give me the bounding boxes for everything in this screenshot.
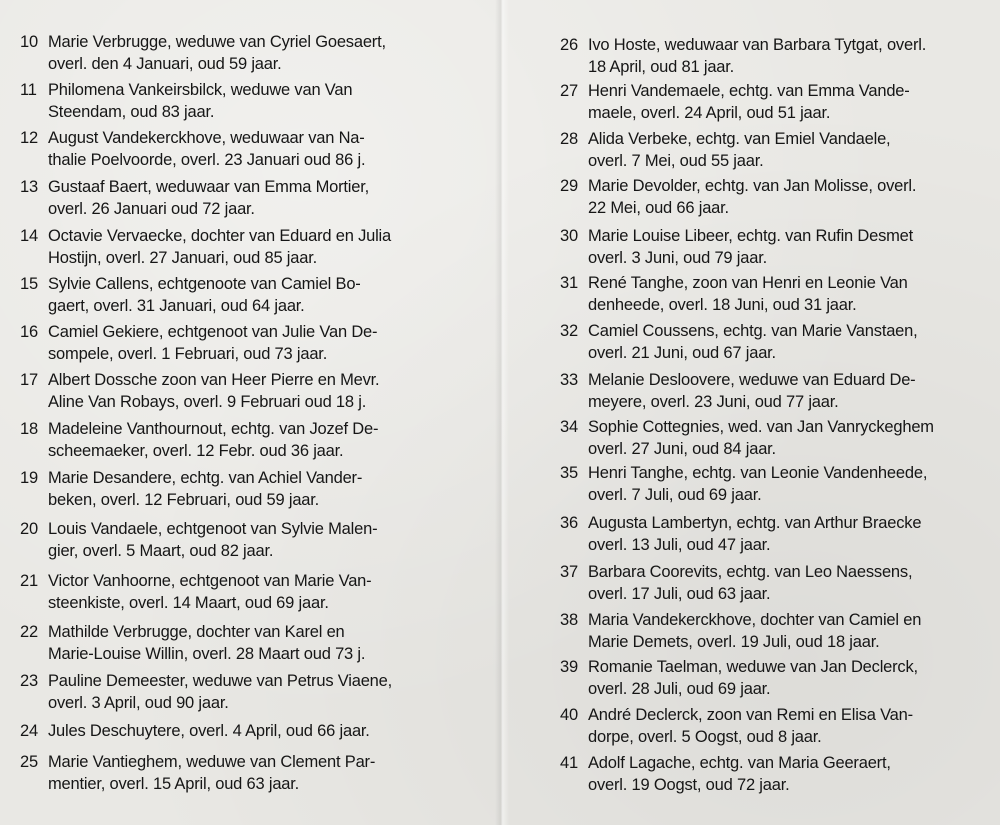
entry-line-2: overl. 28 Juli, oud 69 jaar.	[588, 680, 771, 698]
entry-number: 13	[20, 178, 38, 196]
entry-line-1: Barbara Coorevits, echtg. van Leo Naessens,	[588, 563, 913, 581]
entry-line-1: Marie Vantieghem, weduwe van Clement Par-	[48, 753, 376, 771]
entry-number: 33	[560, 371, 578, 389]
entry-line-2: overl. 17 Juli, oud 63 jaar.	[588, 585, 771, 603]
entry-line-2: gier, overl. 5 Maart, oud 82 jaar.	[48, 542, 274, 560]
entry-line-2: Aline Van Robays, overl. 9 Februari oud 18 j.	[48, 393, 367, 411]
entry-line-1: Henri Vandemaele, echtg. van Emma Vande-	[588, 82, 910, 100]
entry-line-2: overl. 13 Juli, oud 47 jaar.	[588, 536, 771, 554]
entry-line-2: overl. 26 Januari oud 72 jaar.	[48, 200, 255, 218]
entry-line-1: Mathilde Verbrugge, dochter van Karel en	[48, 623, 345, 641]
entry-line-1: August Vandekerckhove, weduwaar van Na-	[48, 129, 365, 147]
entry-line-2: Marie Demets, overl. 19 Juli, oud 18 jaar.	[588, 633, 880, 651]
entry-line-2: steenkiste, overl. 14 Maart, oud 69 jaar.	[48, 594, 329, 612]
entry-line-2: sompele, overl. 1 Februari, oud 73 jaar.	[48, 345, 328, 363]
entry-line-2: scheemaeker, overl. 12 Febr. oud 36 jaar.	[48, 442, 344, 460]
entry-line-2: overl. 3 April, oud 90 jaar.	[48, 694, 229, 712]
entry-line-1: Adolf Lagache, echtg. van Maria Geeraert,	[588, 754, 891, 772]
entry-number: 41	[560, 754, 578, 772]
entry-line-1: Melanie Desloovere, weduwe van Eduard De-	[588, 371, 916, 389]
entry-line-1: Marie Verbrugge, weduwe van Cyriel Goesaert,	[48, 33, 386, 51]
entry-number: 14	[20, 227, 38, 245]
entry-line-1: Louis Vandaele, echtgenoot van Sylvie Malen-	[48, 520, 378, 538]
entry-number: 22	[20, 623, 38, 641]
entry-number: 24	[20, 722, 38, 740]
entry-number: 17	[20, 371, 38, 389]
entry-line-1: Pauline Demeester, weduwe van Petrus Viaene,	[48, 672, 393, 690]
entry-line-1: André Declerck, zoon van Remi en Elisa Van-	[588, 706, 913, 724]
entry-line-1: Victor Vanhoorne, echtgenoot van Marie Van-	[48, 572, 372, 590]
entry-line-1: Maria Vandekerckhove, dochter van Camiel en	[588, 611, 922, 629]
entry-line-1: Sophie Cottegnies, wed. van Jan Vanryckeghem	[588, 418, 934, 436]
entry-line-1: Marie Louise Libeer, echtg. van Rufin Desmet	[588, 227, 914, 245]
entry-number: 36	[560, 514, 578, 532]
entry-line-1: Sylvie Callens, echtgenoote van Camiel Bo-	[48, 275, 361, 293]
entry-number: 34	[560, 418, 578, 436]
entry-line-2: dorpe, overl. 5 Oogst, oud 8 jaar.	[588, 728, 822, 746]
entry-line-2: Hostijn, overl. 27 Januari, oud 85 jaar.	[48, 249, 317, 267]
entry-line-1: Madeleine Vanthournout, echtg. van Jozef De-	[48, 420, 379, 438]
entry-number: 21	[20, 572, 38, 590]
entry-line-1: Augusta Lambertyn, echtg. van Arthur Braecke	[588, 514, 922, 532]
entry-number: 12	[20, 129, 38, 147]
entry-number: 29	[560, 177, 578, 195]
entry-line-1: Henri Tanghe, echtg. van Leonie Vandenheede,	[588, 464, 928, 482]
entry-line-2: overl. 21 Juni, oud 67 jaar.	[588, 344, 776, 362]
entry-number: 20	[20, 520, 38, 538]
entry-line-2: 22 Mei, oud 66 jaar.	[588, 199, 729, 217]
entry-line-2: overl. 19 Oogst, oud 72 jaar.	[588, 776, 790, 794]
entry-line-2: overl. 7 Juli, oud 69 jaar.	[588, 486, 762, 504]
entry-line-2: mentier, overl. 15 April, oud 63 jaar.	[48, 775, 300, 793]
entry-line-1: Jules Deschuytere, overl. 4 April, oud 66 jaar.	[48, 722, 370, 740]
entry-number: 25	[20, 753, 38, 771]
entry-line-2: denheede, overl. 18 Juni, oud 31 jaar.	[588, 296, 857, 314]
entry-number: 40	[560, 706, 578, 724]
entry-line-1: Gustaaf Baert, weduwaar van Emma Mortier,	[48, 178, 370, 196]
entry-number: 37	[560, 563, 578, 581]
page-fold	[495, 0, 509, 825]
entry-line-1: Philomena Vankeirsbilck, weduwe van Van	[48, 81, 353, 99]
entry-line-1: Ivo Hoste, weduwaar van Barbara Tytgat, overl.	[588, 36, 927, 54]
entry-line-2: overl. den 4 Januari, oud 59 jaar.	[48, 55, 282, 73]
entry-line-2: maele, overl. 24 April, oud 51 jaar.	[588, 104, 831, 122]
entry-line-1: Marie Desandere, echtg. van Achiel Vander-	[48, 469, 363, 487]
entry-line-1: Camiel Coussens, echtg. van Marie Vanstaen,	[588, 322, 918, 340]
entry-line-2: gaert, overl. 31 Januari, oud 64 jaar.	[48, 297, 305, 315]
entry-number: 39	[560, 658, 578, 676]
entry-line-2: 18 April, oud 81 jaar.	[588, 58, 735, 76]
entry-number: 11	[20, 81, 37, 99]
entry-line-1: Camiel Gekiere, echtgenoot van Julie Van De-	[48, 323, 378, 341]
entry-number: 28	[560, 130, 578, 148]
entry-line-1: René Tanghe, zoon van Henri en Leonie Van	[588, 274, 908, 292]
entry-number: 23	[20, 672, 38, 690]
entry-line-1: Alida Verbeke, echtg. van Emiel Vandaele,	[588, 130, 891, 148]
entry-line-2: overl. 7 Mei, oud 55 jaar.	[588, 152, 764, 170]
entry-line-2: overl. 3 Juni, oud 79 jaar.	[588, 249, 767, 267]
entry-number: 19	[20, 469, 38, 487]
entry-line-2: beken, overl. 12 Februari, oud 59 jaar.	[48, 491, 320, 509]
entry-number: 16	[20, 323, 38, 341]
entry-number: 30	[560, 227, 578, 245]
entry-line-2: meyere, overl. 23 Juni, oud 77 jaar.	[588, 393, 839, 411]
entry-number: 35	[560, 464, 578, 482]
entry-line-1: Octavie Vervaecke, dochter van Eduard en Julia	[48, 227, 392, 245]
entry-number: 26	[560, 36, 578, 54]
entry-line-2: overl. 27 Juni, oud 84 jaar.	[588, 440, 776, 458]
entry-number: 18	[20, 420, 38, 438]
entry-number: 32	[560, 322, 578, 340]
entry-line-2: thalie Poelvoorde, overl. 23 Januari oud 86 j.	[48, 151, 366, 169]
entry-line-2: Steendam, oud 83 jaar.	[48, 103, 215, 121]
entry-number: 31	[560, 274, 578, 292]
entry-number: 10	[20, 33, 38, 51]
entry-line-1: Albert Dossche zoon van Heer Pierre en Mevr.	[48, 371, 380, 389]
entry-number: 27	[560, 82, 578, 100]
entry-line-1: Romanie Taelman, weduwe van Jan Declerck,	[588, 658, 918, 676]
entry-number: 15	[20, 275, 38, 293]
entry-line-1: Marie Devolder, echtg. van Jan Molisse, overl.	[588, 177, 917, 195]
entry-line-2: Marie-Louise Willin, overl. 28 Maart oud 73 j.	[48, 645, 366, 663]
entry-number: 38	[560, 611, 578, 629]
